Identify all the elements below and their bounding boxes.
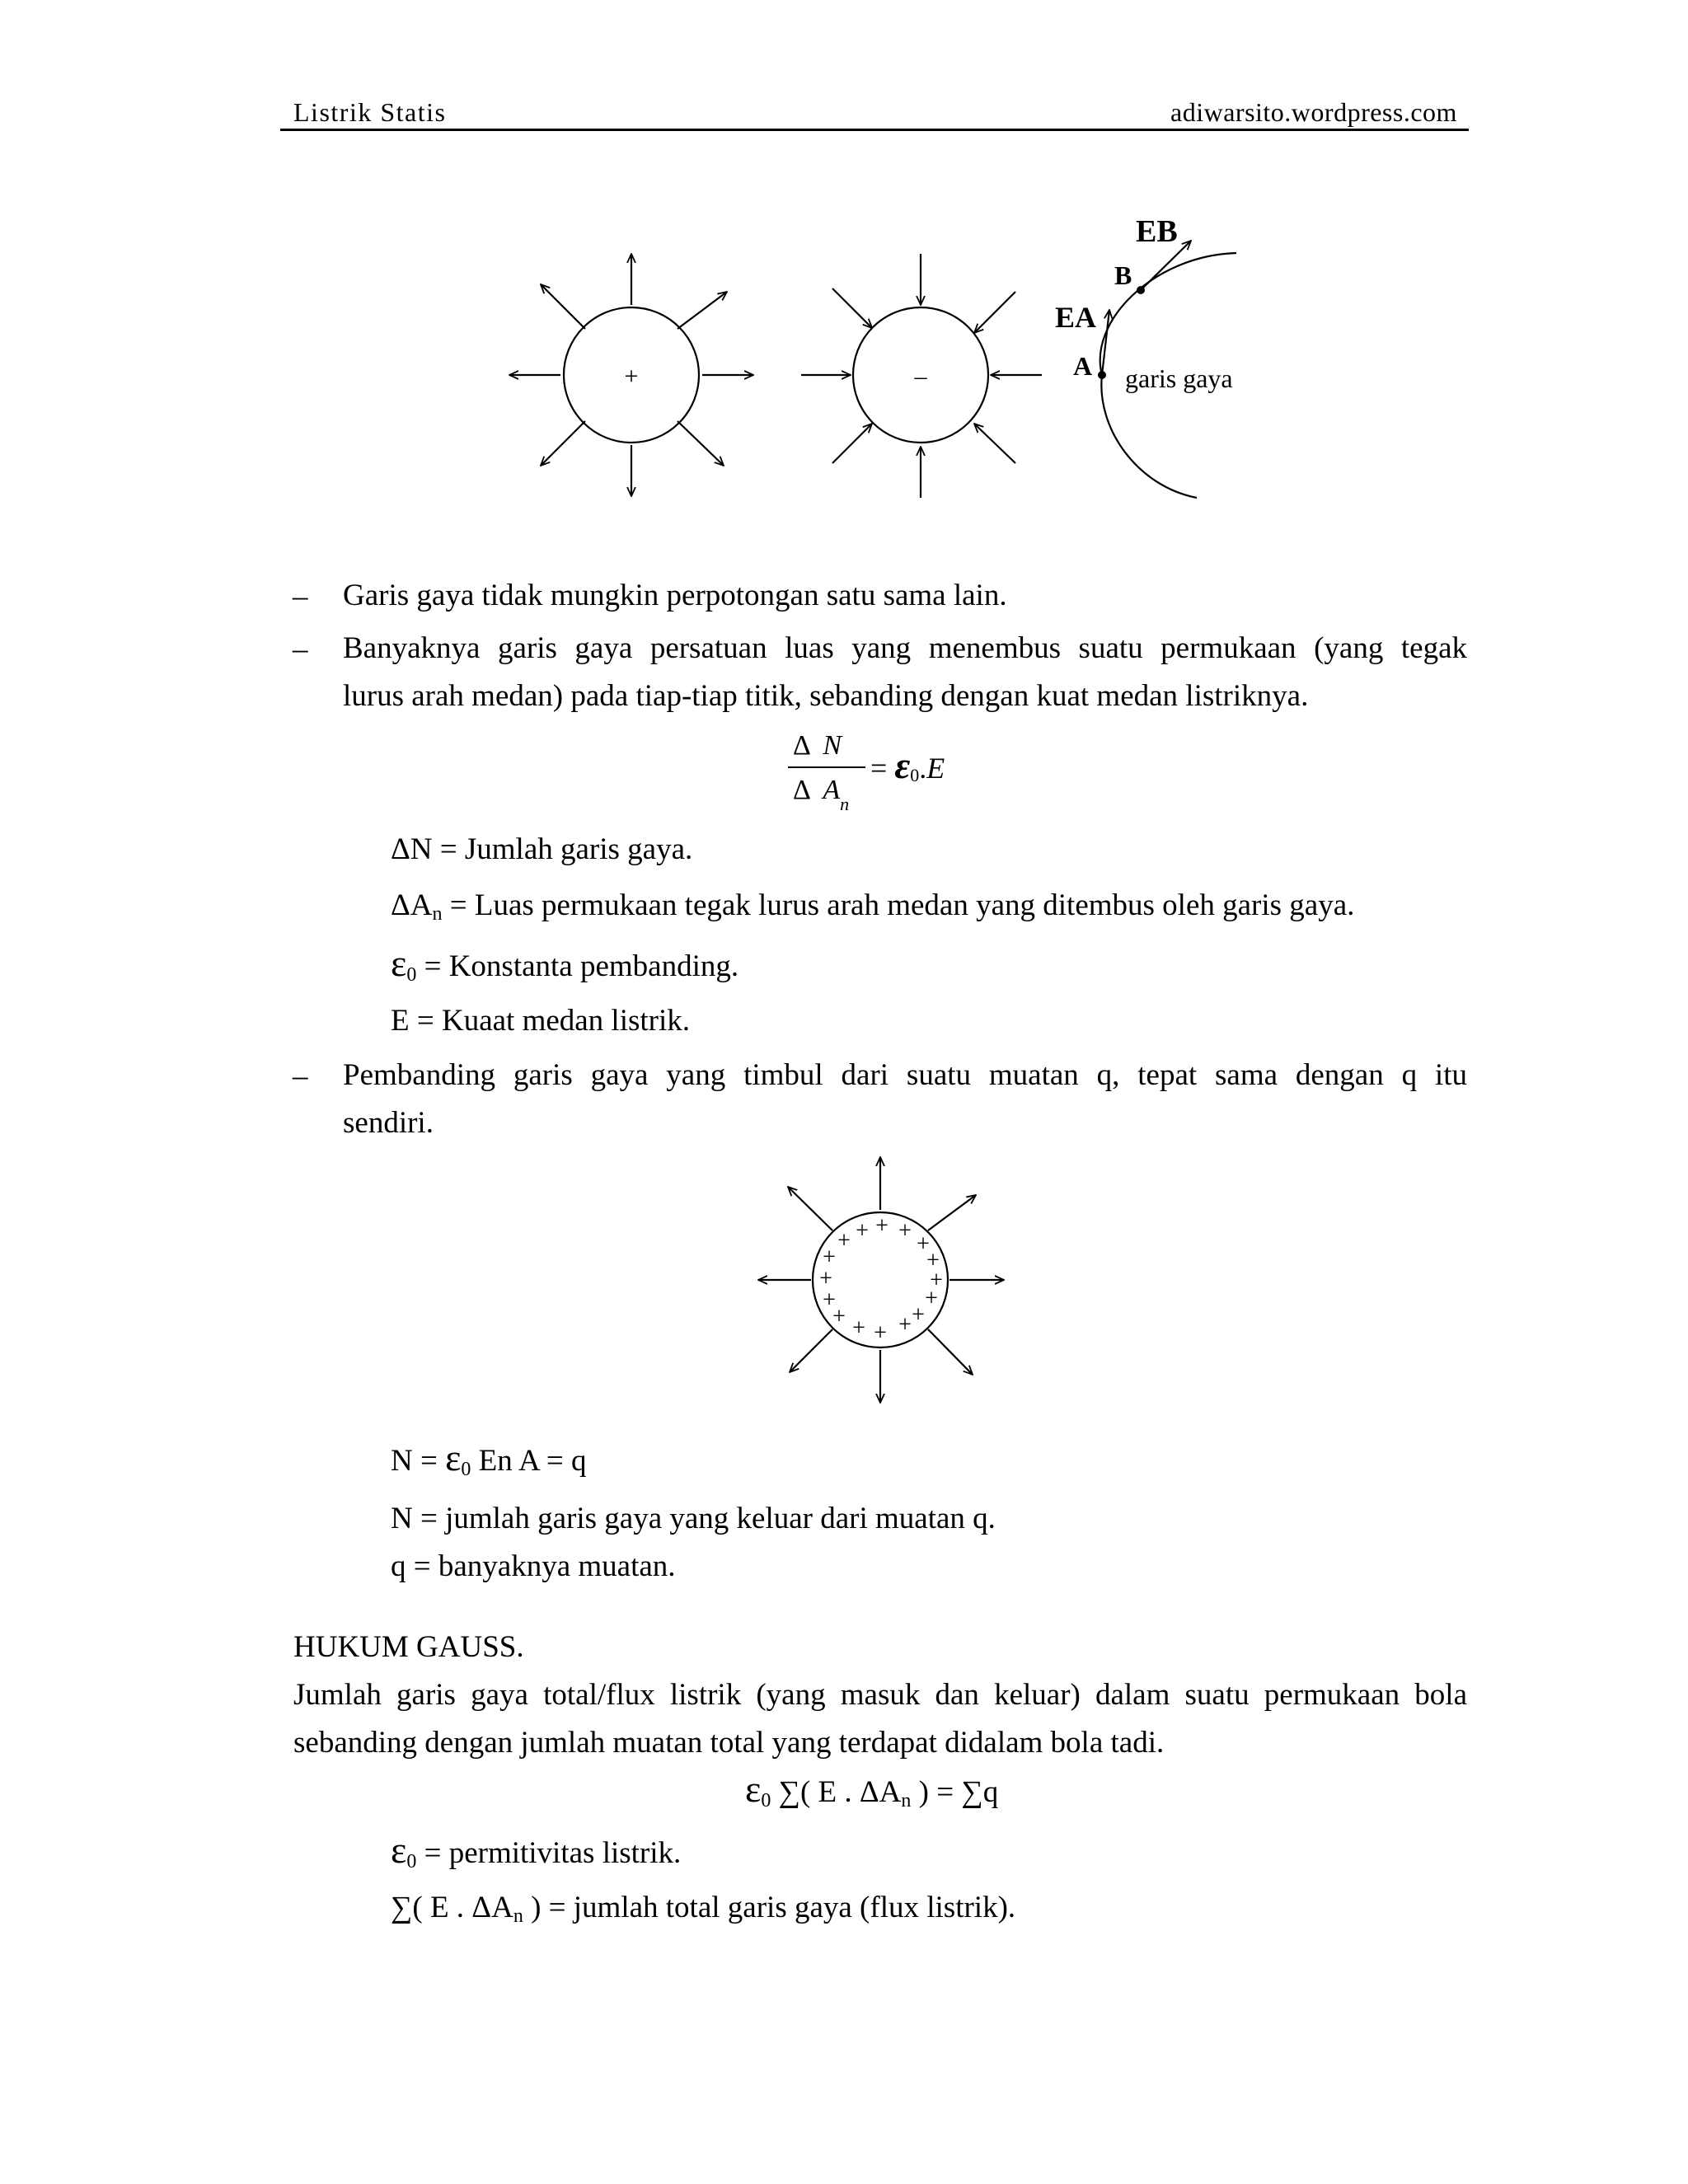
formula-den-sub: n xyxy=(840,794,850,814)
gauss-text-2: sebanding dengan jumlah muatan total yang terdapat didalam bola tadi. xyxy=(293,1726,1165,1760)
label-b: B xyxy=(1114,260,1132,290)
epsilon-sub: 0 xyxy=(910,765,920,785)
plus-sign: + xyxy=(898,1312,912,1338)
formula-n-equals-q: $N = \varepsilon_0$ En A = q xyxy=(391,1436,587,1480)
label-eb: EB xyxy=(1136,214,1178,249)
plus-sign: + xyxy=(837,1228,851,1254)
header-title: Listrik Statis xyxy=(293,97,447,127)
bullet-text-2b: lurus arah medan) pada tiap-tiap titik, sebanding dengan kuat medan listriknya. xyxy=(343,679,1309,713)
plus-sign: + xyxy=(875,1213,889,1239)
delta-symbol: Δ xyxy=(793,730,811,761)
gauss-formula: $\varepsilon_0$ ∑( E . $\Delta A_n$ ) = ∑q xyxy=(745,1768,999,1811)
bullet-text-2a: Banyaknya garis gaya persatuan luas yang menembus suatu permukaan (yang tegak xyxy=(343,631,1467,665)
bullet-dash: – xyxy=(293,579,308,613)
formula-num-var: N xyxy=(823,730,842,761)
formula-rhs: E xyxy=(926,752,945,785)
delta-symbol: Δ xyxy=(793,775,811,805)
epsilon-symbol: ε xyxy=(894,744,911,786)
def-q: q = banyaknya muatan. xyxy=(391,1549,676,1583)
plus-sign: + xyxy=(819,1266,832,1291)
label-garis-gaya: garis gaya xyxy=(1125,363,1233,393)
plus-sign: + xyxy=(917,1231,930,1257)
plus-sign: + xyxy=(856,1218,869,1244)
def-e: E = Kuaat medan listrik. xyxy=(391,1004,691,1038)
point-a xyxy=(1098,371,1106,379)
def-n: N = jumlah garis gaya yang keluar dari muatan q. xyxy=(391,1502,996,1535)
header-rule xyxy=(280,129,1469,131)
fraction-bar xyxy=(788,766,865,768)
def-permittivity: $\varepsilon_0$ = permitivitas listrik. xyxy=(391,1829,682,1872)
formula-den-var: A xyxy=(823,775,841,805)
plus-sign: + xyxy=(852,1315,865,1341)
def-flux: ∑( E . $\Delta A_n$ ) = jumlah total garis gaya (flux listrik). xyxy=(391,1891,1016,1927)
header-url: adiwarsito.wordpress.com xyxy=(1170,97,1457,127)
plus-sign: + xyxy=(874,1320,887,1346)
equals-sign: = xyxy=(870,752,888,785)
bullet-dash: – xyxy=(293,632,308,666)
plus-sign: + xyxy=(930,1268,943,1293)
plus-sign: + xyxy=(925,1286,938,1311)
bullet-text-3b: sendiri. xyxy=(343,1106,434,1140)
plus-sign: + xyxy=(823,1287,836,1313)
bullet-text-1: Garis gaya tidak mungkin perpotongan satu sama lain. xyxy=(343,579,1007,612)
plus-sign: + xyxy=(926,1248,940,1273)
positive-sign: + xyxy=(624,363,639,390)
formula-field-density xyxy=(788,729,969,819)
def-epsilon: $\varepsilon_0$ = Konstanta pembanding. xyxy=(391,942,739,986)
def-delta-n: ΔN = Jumlah garis gaya. xyxy=(391,832,693,866)
def-delta-an: $\Delta A_n$ = Luas permukaan tegak lurus arah medan yang ditembus oleh garis gaya. xyxy=(391,888,1355,925)
bullet-dash: – xyxy=(293,1059,308,1093)
gauss-text-1: Jumlah garis gaya total/flux listrik (yang masuk dan keluar) dalam suatu permukaan bola xyxy=(293,1678,1467,1712)
label-ea: EA xyxy=(1055,301,1097,334)
figure-charged-sphere xyxy=(742,1146,1022,1426)
plus-sign: + xyxy=(823,1244,836,1270)
dot-operator: . xyxy=(919,752,927,785)
plus-sign: + xyxy=(912,1302,925,1328)
plus-sign: + xyxy=(832,1304,846,1329)
figure-field-lines xyxy=(495,206,1286,519)
bullet-text-3a: Pembanding garis gaya yang timbul dari suatu muatan q, tepat sama dengan q itu xyxy=(343,1058,1467,1092)
section-title-gauss: HUKUM GAUSS. xyxy=(293,1630,524,1664)
plus-sign: + xyxy=(898,1218,912,1244)
negative-sign: – xyxy=(914,363,927,390)
label-a: A xyxy=(1073,351,1093,381)
point-b xyxy=(1137,286,1145,294)
charge-plus-signs xyxy=(819,1213,943,1346)
